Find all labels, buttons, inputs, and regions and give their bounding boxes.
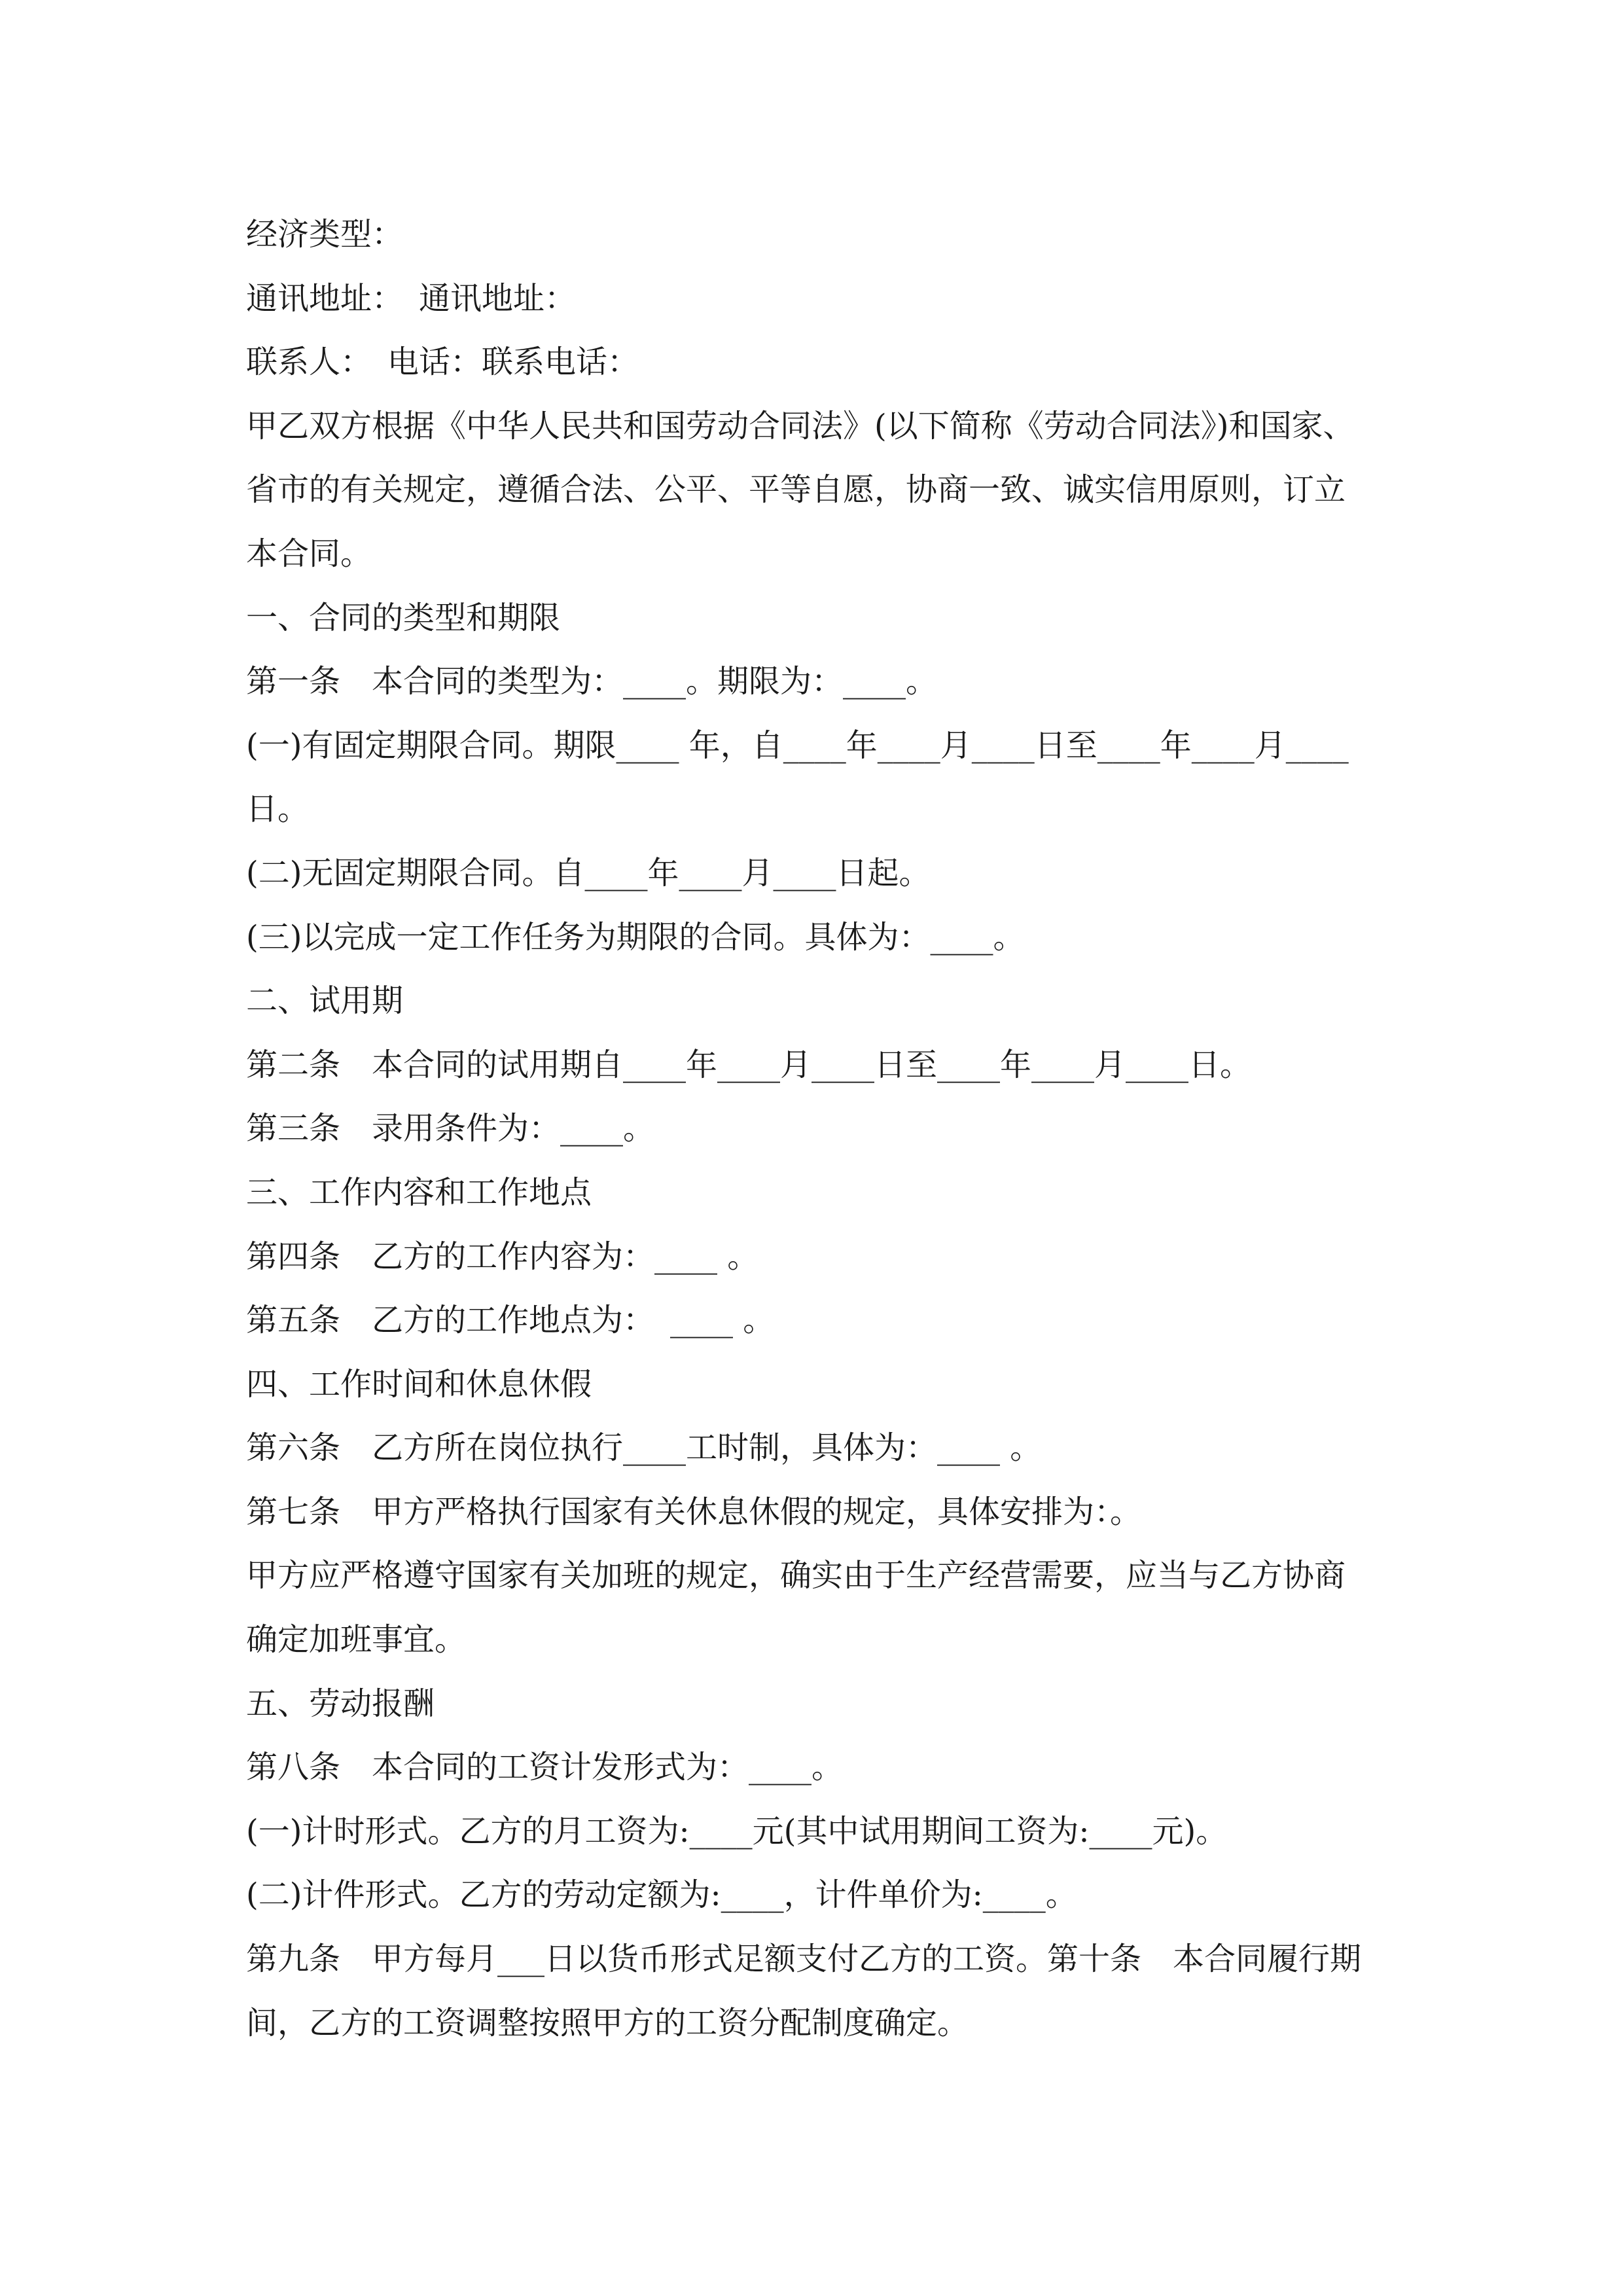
text-line: 间，乙方的工资调整按照甲方的工资分配制度确定。	[246, 2004, 969, 2041]
text-line: 通讯地址： 通讯地址：	[246, 279, 577, 317]
text-line: 联系人： 电话：联系电话：	[246, 344, 639, 381]
text-line: 第六条 乙方所在岗位执行____工时制，具体为：____ 。	[246, 1429, 1042, 1467]
text-line: 第三条 录用条件为：____。	[246, 1110, 655, 1147]
text-line: 第四条 乙方的工作内容为：____ 。	[246, 1238, 759, 1275]
text-line: (一)计时形式。乙方的月工资为:____元(其中试用期间工资为:____元)。	[246, 1812, 1228, 1850]
section-heading: 三、工作内容和工作地点	[246, 1174, 592, 1211]
text-line: 日。	[246, 791, 310, 828]
text-line: (二)无固定期限合同。自____年____月____日起。	[246, 854, 931, 891]
text-line: 经济类型：	[246, 216, 404, 253]
text-line: 第五条 乙方的工作地点为： ____ 。	[246, 1302, 775, 1339]
text-line: 甲乙双方根据《中华人民共和国劳动合同法》(以下简称《劳动合同法》)和国家、	[246, 407, 1355, 444]
text-line: (一)有固定期限合同。期限____ 年，自____年____月____日至____年____月____	[246, 726, 1349, 764]
section-heading: 四、工作时间和休息休假	[246, 1365, 592, 1403]
text-line: 第八条 本合同的工资计发形式为：____。	[246, 1749, 844, 1786]
text-line: 本合同。	[246, 535, 372, 572]
text-line: 第一条 本合同的类型为：____。期限为：____。	[246, 663, 938, 700]
text-line: 第九条 甲方每月___日以货币形式足额支付乙方的工资。第十条 本合同履行期	[246, 1941, 1362, 1978]
contract-text	[246, 203, 1378, 2055]
text-line: 确定加班事宜。	[246, 1621, 467, 1659]
text-line: 第二条 本合同的试用期自____年____月____日至____年____月____日。	[246, 1046, 1252, 1083]
text-line: (三)以完成一定工作任务为期限的合同。具体为：____。	[246, 918, 1025, 956]
section-heading: 五、劳动报酬	[246, 1685, 435, 1722]
text-line: 省市的有关规定，遵循合法、公平、平等自愿，协商一致、诚实信用原则，订立	[246, 471, 1346, 509]
section-heading: 二、试用期	[246, 982, 404, 1020]
text-line: (二)计件形式。乙方的劳动定额为:____，计件单价为:____。	[246, 1876, 1077, 1914]
text-line: 甲方应严格遵守国家有关加班的规定，确实由于生产经营需要，应当与乙方协商	[246, 1557, 1346, 1594]
text-line: 第七条 甲方严格执行国家有关休息休假的规定，具体安排为：。	[246, 1493, 1142, 1530]
section-heading: 一、合同的类型和期限	[246, 599, 561, 636]
